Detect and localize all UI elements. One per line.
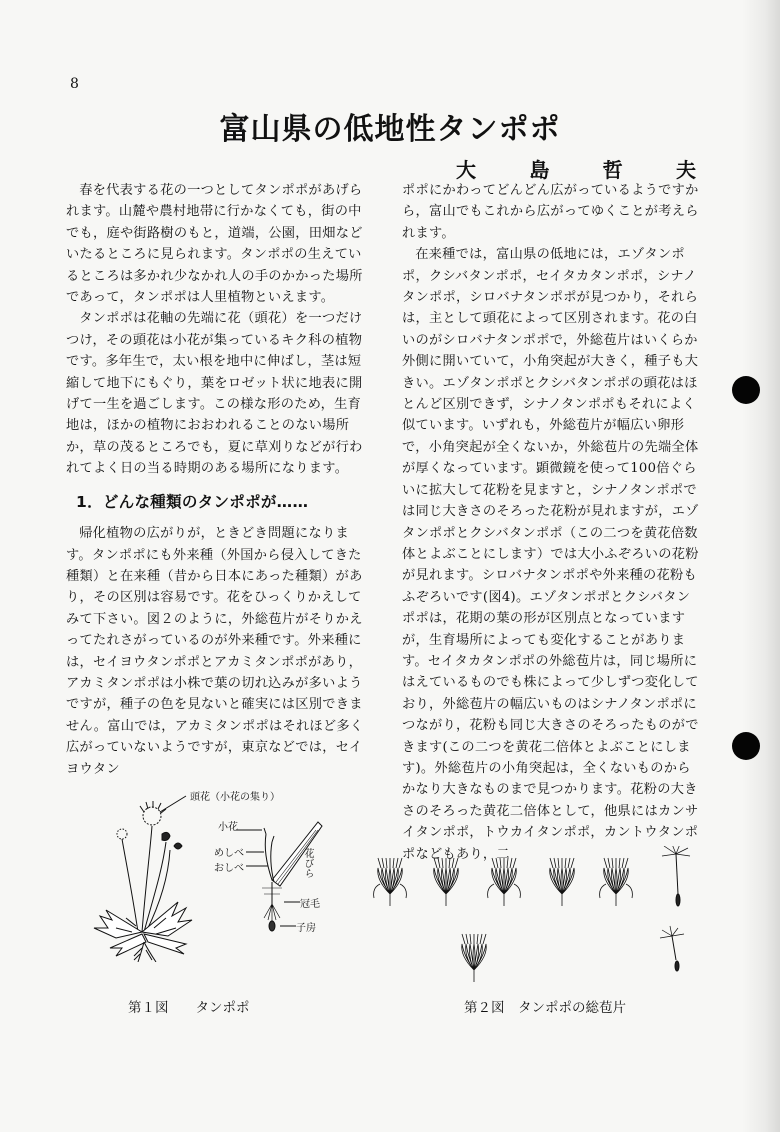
author-char: 大 [456, 158, 476, 182]
paragraph: 春を代表する花の一つとしてタンポポがあげられます。山麓や農村地帯に行かなくても，街の中でも，庭や街路樹のもと，道端，公園，田畑などいたるところに見られます。タンポポの生えているところは多かれ少なかれ人の手のかかった場所であって，タンポポは人里植物といえます。 [66, 183, 363, 306]
bract-head [462, 934, 487, 982]
bract-head [374, 858, 407, 906]
bract-head [488, 858, 521, 906]
author-char: 哲 [602, 158, 623, 182]
paragraph: 帰化植物の広がりが，ときどき問題になります。タンポポにも外来種（外国から侵入してきた種類）と在来種（昔から日本にあった種類）があり，その区別は容易です。花をひっくりかえしてみて下さい。図２のように，外総苞片がそりかえってたれさがっているのが外来種です。外来種には，セイヨウタンポポとアカミタンポポがあり，アカミタンポポは小株で葉の切れ込みが多いようですが，種子の色を見ないと確実には区別できません。富山では，アカミタンポポはそれほど多く広がっていないようですが，東京などでは，セイヨウタン [66, 526, 364, 777]
paragraph: タンポポは花軸の先端に花（頭花）を一つだけつけ，その頭花は小花が集っているキク科の植物です。多年生で，太い根を地中に伸ばし，茎は短縮して地下にもぐり，葉をロゼット状に地表に開げて一生を過ごします。この様な形のため，生育地は，ほかの植物におおわれることのない場所か，草の茂るところでも，夏に草刈りなどが行われてよく日の当る時期のある場所になります。 [66, 311, 363, 477]
author-char: 夫 [675, 158, 696, 182]
paragraph: 在来種では，富山県の低地には，エゾタンポポ，クシバタンポポ，セイタカタンポポ，シナノタンポポ，シロバナタンポポが見つかり，それらは，主として頭花によって区別されます。花の白いのがシロバナタンポポで，外総苞片はいくらか外側に開いていて，小角突起が大きく，種子も大きい。エゾタンポポとクシバタンポポの頭花はほとんど区別できず，シナノタンポポもそれによく似ています。いずれも，外総苞片が幅広い卵形で，小角突起が全くないか，外総苞片の先端全体が厚くなっています。顕微鏡を使って100倍ぐらいに拡大して花粉を見ますと，シナノタンポポでは同じ大きさのそろった花粉が見れますが，エゾタンポポとクシバタンポポ（この二つを黄花倍数体とよぶことにします）では大小ふぞろいの花粉が見れます。シロバナタンポポや外来種の花粉もふぞろいです(図4)。エゾタンポポとクシバタンポポは，花期の葉の形が区別点となっていますが，生育場所によっても変化することがあります。セイタカタンポポの外総苞片は，同じ場所にはえているものでも株によって少しずつ変化しており，外総苞片の幅広いものはシナノタンポポにつながり，花粉も同じ大きさのそろったものができます(この二つを黄花二倍体とよぶことにします)。外総苞片の小角突起は，全くないものからかなり大きなものまで見つかります。花粉の大きさのそろった黄花二倍体として，他県にはカンサイタンポポ，トウカイタンポポ，カントウタンポポなどもあり，二 [402, 247, 699, 862]
author-name [456, 154, 696, 183]
binder-hole [732, 376, 760, 404]
figure2-caption: 第２図 タンポポの総苞片 [464, 1000, 626, 1016]
bract-head [600, 858, 633, 906]
label-stamen: おしべ [214, 863, 244, 874]
paragraph: ポポにかわってどんどん広がっているようですから，富山でもこれから広がってゆくことが考えられます。 [402, 183, 699, 241]
label-petal: 花びら [302, 848, 313, 878]
bract-head [434, 858, 459, 906]
author-char: 島 [529, 158, 550, 182]
label-pappus: 冠毛 [300, 899, 320, 910]
label-pistil: めしべ [214, 848, 244, 859]
left-column [66, 180, 366, 780]
page-edge-shadow [742, 0, 780, 1132]
right-column [402, 180, 702, 865]
figure-dandelion-plant [86, 782, 326, 962]
bract-head-drawing [374, 858, 633, 982]
seed-head-drawing [660, 846, 690, 971]
figure1-caption: 第１図 タンポポ [128, 1000, 250, 1016]
bract-head [550, 858, 575, 906]
binder-hole [732, 732, 760, 760]
bracts-illustration [372, 846, 702, 996]
label-floret: 小花 [218, 822, 238, 833]
article-title: 富山県の低地性タンポポ [219, 112, 561, 147]
dandelion-illustration [86, 782, 326, 962]
rosette-leaves [94, 902, 192, 956]
label-head: 頭花（小花の集り） [190, 792, 280, 803]
label-seed: 子房 [296, 923, 316, 934]
page-number: 8 [70, 76, 79, 92]
figure-involucral-bracts [372, 846, 702, 996]
section-heading: 1．どんな種類のタンポポが…… [76, 492, 309, 511]
